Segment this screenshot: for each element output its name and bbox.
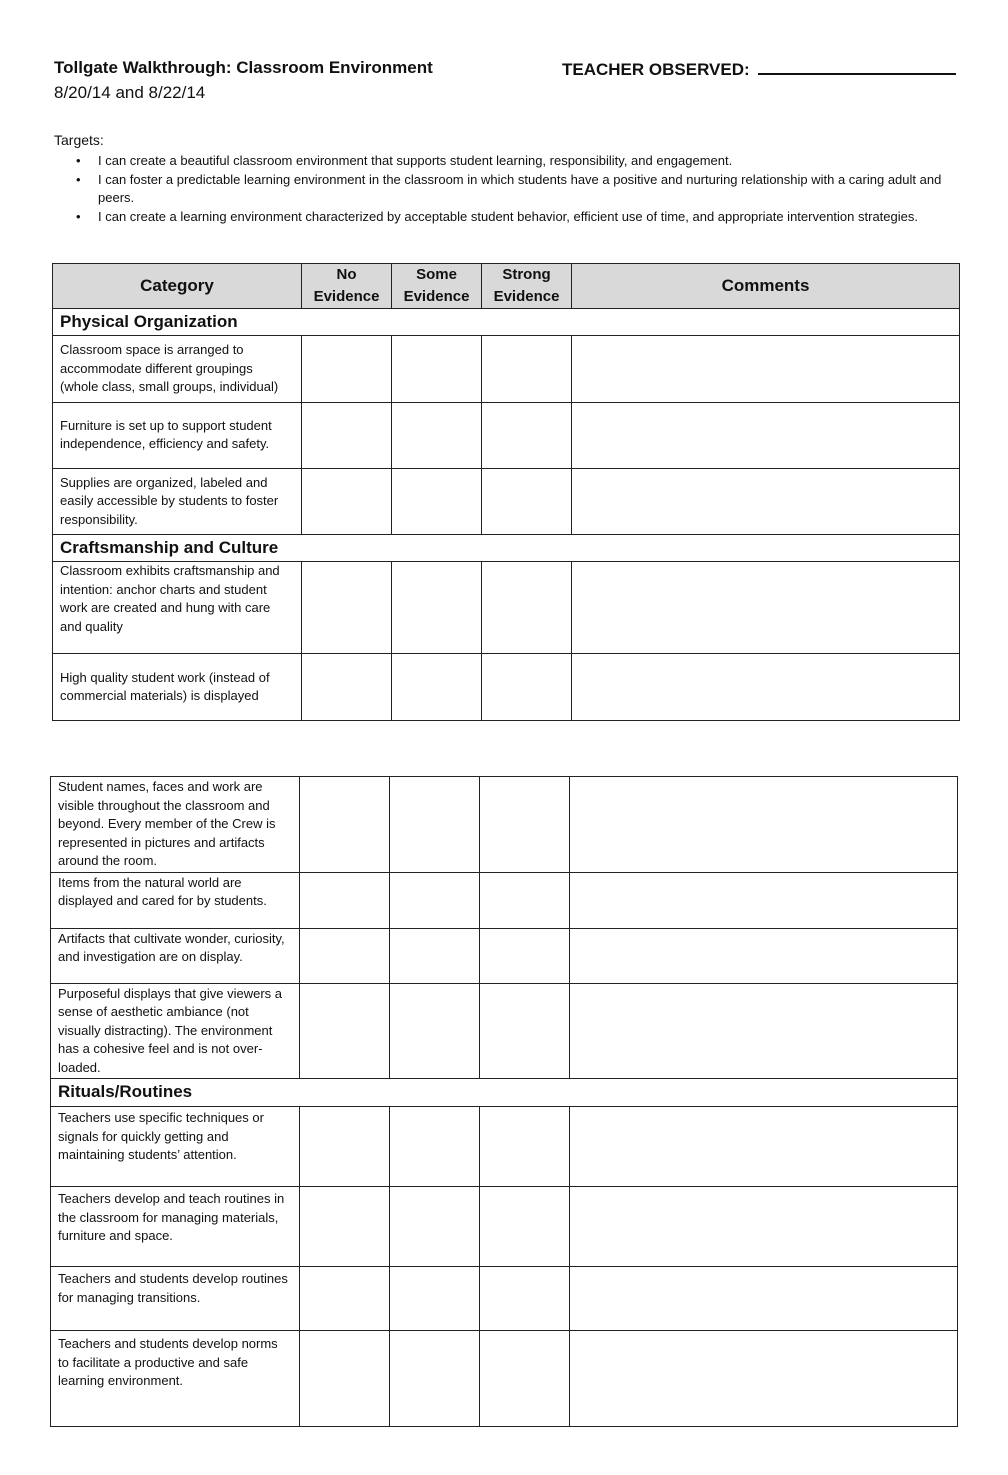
comments-cell[interactable] [572, 402, 960, 468]
table-header-row [53, 264, 960, 309]
table-row [51, 983, 958, 1079]
criterion-text: Classroom space is arranged to accommodate different groupings (whole class, small groups, individual) [53, 336, 302, 403]
targets-label: Targets: [54, 132, 104, 148]
header-no-evidence: No Evidence [302, 264, 392, 309]
strong-evidence-cell[interactable] [480, 1187, 570, 1267]
no-evidence-cell[interactable] [302, 562, 392, 654]
criterion-text: Purposeful displays that give viewers a sense of aesthetic ambiance (not visually distracting). The environment has a cohesive feel and is not over-loaded. [51, 983, 300, 1079]
table-row [51, 1107, 958, 1187]
no-evidence-cell[interactable] [300, 872, 390, 928]
some-evidence-cell[interactable] [390, 777, 480, 873]
table-row [51, 1267, 958, 1331]
teacher-name-blank[interactable] [758, 58, 956, 75]
strong-evidence-cell[interactable] [482, 468, 572, 535]
criterion-text: Teachers develop and teach routines in the classroom for managing materials, furniture and space. [51, 1187, 300, 1267]
header-category: Category [53, 264, 302, 309]
strong-evidence-cell[interactable] [480, 1107, 570, 1187]
no-evidence-cell[interactable] [302, 468, 392, 535]
some-evidence-cell[interactable] [390, 1187, 480, 1267]
strong-evidence-cell[interactable] [480, 872, 570, 928]
criterion-text: High quality student work (instead of commercial materials) is displayed [53, 654, 302, 721]
comments-cell[interactable] [570, 1107, 958, 1187]
target-item: • I can create a beautiful classroom environment that supports student learning, responsibility, and engagement. [54, 152, 954, 171]
comments-cell[interactable] [570, 928, 958, 983]
no-evidence-cell[interactable] [300, 1331, 390, 1427]
no-evidence-cell[interactable] [300, 983, 390, 1079]
strong-evidence-cell[interactable] [482, 654, 572, 721]
criterion-text: Teachers and students develop norms to facilitate a productive and safe learning environment. [51, 1331, 300, 1427]
section-row-rituals [51, 1079, 958, 1107]
strong-evidence-cell[interactable] [482, 336, 572, 403]
no-evidence-cell[interactable] [300, 1187, 390, 1267]
strong-evidence-cell[interactable] [480, 983, 570, 1079]
table-row [53, 562, 960, 654]
teacher-observed [562, 58, 956, 80]
table-row [51, 1187, 958, 1267]
section-title: Craftsmanship and Culture [53, 535, 960, 562]
header-comments: Comments [572, 264, 960, 309]
comments-cell[interactable] [572, 562, 960, 654]
strong-evidence-cell[interactable] [480, 928, 570, 983]
comments-cell[interactable] [570, 1267, 958, 1331]
table-row [51, 1331, 958, 1427]
bullet-icon: • [76, 208, 81, 224]
some-evidence-cell[interactable] [392, 336, 482, 403]
document-title: Tollgate Walkthrough: Classroom Environment [54, 58, 433, 77]
criterion-text: Artifacts that cultivate wonder, curiosity, and investigation are on display. [51, 928, 300, 983]
no-evidence-cell[interactable] [300, 928, 390, 983]
no-evidence-cell[interactable] [300, 777, 390, 873]
section-row-physical [53, 309, 960, 336]
some-evidence-cell[interactable] [392, 402, 482, 468]
comments-cell[interactable] [572, 336, 960, 403]
table-row [53, 336, 960, 403]
some-evidence-cell[interactable] [390, 1267, 480, 1331]
observation-table-page2 [50, 776, 958, 1427]
some-evidence-cell[interactable] [390, 928, 480, 983]
comments-cell[interactable] [572, 654, 960, 721]
header-strong-evidence: Strong Evidence [482, 264, 572, 309]
criterion-text: Furniture is set up to support student independence, efficiency and safety. [53, 402, 302, 468]
some-evidence-cell[interactable] [390, 872, 480, 928]
table-row [53, 402, 960, 468]
header-some-evidence: Some Evidence [392, 264, 482, 309]
section-title: Rituals/Routines [51, 1079, 958, 1107]
section-row-craftsmanship [53, 535, 960, 562]
criterion-text: Teachers use specific techniques or signals for quickly getting and maintaining students’ attention. [51, 1107, 300, 1187]
strong-evidence-cell[interactable] [482, 402, 572, 468]
criterion-text: Supplies are organized, labeled and easily accessible by students to foster responsibility. [53, 468, 302, 535]
strong-evidence-cell[interactable] [480, 1267, 570, 1331]
bullet-icon: • [76, 153, 81, 168]
some-evidence-cell[interactable] [390, 1331, 480, 1427]
criterion-text: Teachers and students develop routines for managing transitions. [51, 1267, 300, 1331]
some-evidence-cell[interactable] [392, 654, 482, 721]
table-row [51, 872, 958, 928]
comments-cell[interactable] [572, 468, 960, 535]
no-evidence-cell[interactable] [302, 336, 392, 403]
target-item: • I can create a learning environment characterized by acceptable student behavior, efficient use of time, and appropriate intervention strategies. [54, 208, 954, 227]
table-row [53, 468, 960, 535]
criterion-text: Items from the natural world are displayed and cared for by students. [51, 872, 300, 928]
observation-table-page1 [52, 263, 960, 721]
table-row [53, 654, 960, 721]
strong-evidence-cell[interactable] [480, 777, 570, 873]
comments-cell[interactable] [570, 1187, 958, 1267]
no-evidence-cell[interactable] [302, 654, 392, 721]
some-evidence-cell[interactable] [390, 1107, 480, 1187]
targets-list [54, 152, 954, 226]
document-dates: 8/20/14 and 8/22/14 [54, 83, 206, 102]
criterion-text: Classroom exhibits craftsmanship and intention: anchor charts and student work are created and hung with care and quality [53, 562, 302, 654]
no-evidence-cell[interactable] [302, 402, 392, 468]
table-row [51, 928, 958, 983]
criterion-text: Student names, faces and work are visible throughout the classroom and beyond. Every member of the Crew is represented in pictures and artifacts around the room. [51, 777, 300, 873]
target-item: • I can foster a predictable learning environment in the classroom in which students have a positive and nurturing relationship with a caring adult and peers. [76, 171, 942, 205]
comments-cell[interactable] [570, 777, 958, 873]
table-row [51, 777, 958, 873]
no-evidence-cell[interactable] [300, 1107, 390, 1187]
strong-evidence-cell[interactable] [482, 562, 572, 654]
comments-cell[interactable] [570, 1331, 958, 1427]
some-evidence-cell[interactable] [390, 983, 480, 1079]
no-evidence-cell[interactable] [300, 1267, 390, 1331]
some-evidence-cell[interactable] [392, 562, 482, 654]
bullet-icon: • [76, 171, 81, 187]
teacher-observed-label: TEACHER OBSERVED: [562, 60, 750, 79]
section-title: Physical Organization [53, 309, 960, 336]
some-evidence-cell[interactable] [392, 468, 482, 535]
strong-evidence-cell[interactable] [480, 1331, 570, 1427]
comments-cell[interactable] [570, 983, 958, 1079]
comments-cell[interactable] [570, 872, 958, 928]
